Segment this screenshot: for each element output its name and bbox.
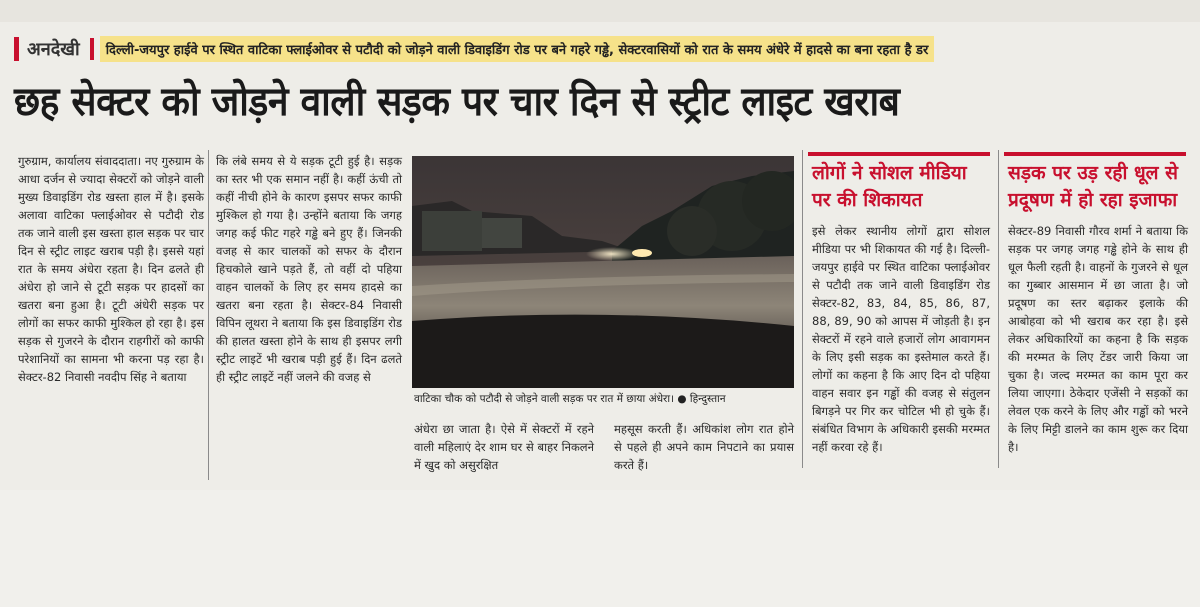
- sidebar-2-body: सेक्टर-89 निवासी गौरव शर्मा ने बताया कि सड़क पर जगह जगह गड्ढे होने के साथ ही धूल फैली रहती है। वाहनों के गुजरने से धूल का गुब्बार आसमान में छा जाता है। जो प्रदूषण का स्तर बढ़ाकर इलाके की आबोहवा को भी खराब कर रहा है। इसे लेकर अधिकारियों का कहना है कि सड़क की मरम्मत के लिए टेंडर जारी किया जा चुका है। जल्द मरम्मत का काम पूरा कर लिया जाएगा। ठेकेदार एजेंसी ने सड़कों का लेवल एक करने के लिए और गड्ढों को भरने के लिए मिट्टी डालने का काम शुरू कर दिया है।: [1008, 224, 1188, 454]
- photo-caption: वाटिका चौक को पटौदी से जोड़ने वाली सड़क पर रात में छाया अंधेरा। ● हिन्दुस्तान: [414, 393, 726, 405]
- sidebar-divider-1: [802, 150, 803, 468]
- column-divider: [208, 150, 209, 480]
- road-image: [412, 156, 794, 388]
- sidebar-1-body: इसे लेकर स्थानीय लोगों द्वारा सोशल मीडिया पर भी शिकायत की गई है। दिल्ली-जयपुर हाईवे पर स्थित वाटिका फ्लाईओवर से पटौदी तक जाने वाली डिवाइडिंग रोड सेक्टर-82, 83, 84, 85, 86, 87, 88, 89, 90 को आपस में जोड़ती है। इन सेक्टरों में रहने वाले हजारों लोग आवागमन के लिए इसी सड़क का इस्तेमाल करते हैं। लोगों का कहना है कि आए दिन दो पहिया वाहन सवार इन गड्ढों की वजह से संतुलन बिगड़ने पर गिर कर चोटिल भी हो चुके हैं। संबंधित विभाग के अधिकारी इसकी मरम्मत नहीं करवा रहे हैं।: [812, 224, 990, 454]
- sidebar-divider-2: [998, 150, 999, 468]
- sidebar-1-title: लोगों ने सोशल मीडिया पर की शिकायत: [812, 162, 967, 211]
- kicker-accent-bar-2: [90, 38, 94, 60]
- kicker-label: अनदेखी: [27, 39, 80, 60]
- article-column-3: अंधेरा छा जाता है। ऐसे में सेक्टरों में रहने वाली महिलाएं देर शाम घर से बाहर निकलने में खुद को असुरक्षित: [414, 422, 594, 472]
- kicker-accent-bar: [14, 37, 19, 61]
- kicker-text: दिल्ली-जयपुर हाईवे पर स्थित वाटिका फ्लाईओवर से पटौदी को जोड़ने वाली डिवाइडिंग रोड पर बने गहरे गड्ढे, सेक्टरवासियों को रात के समय अंधेरे में हादसे का बना रहता है डर: [100, 36, 935, 62]
- sidebar-2-top-rule: [1004, 152, 1186, 156]
- kicker: [14, 34, 934, 64]
- article-column-2: कि लंबे समय से ये सड़क टूटी हुई है। सड़क का स्तर भी एक समान नहीं है। कहीं ऊंची तो कहीं नीची होने के कारण इसपर सफर काफी मुश्किल हो गया है। उन्होंने बताया कि जगह जगह कई फीट गहरे गड्ढे बने हुए हैं। जिनकी वजह से कार चालकों को सफर के दौरान हिचकोले खाने पड़ते हैं, तो वहीं दो पहिया वाहन चालकों के लिए हर समय हादसे का खतरा बना रहता है। सेक्टर-84 निवासी विपिन लूथरा ने बताया कि इस डिवाइडिंग रोड की हालत खस्ता होने के साथ ही इसपर लगी स्ट्रीट लाइटें भी खराब पड़ी हुई हैं। दिन ढलते ही स्ट्रीट लाइटें नहीं जलने की वजह से: [216, 154, 402, 384]
- sidebar-1-top-rule: [808, 152, 990, 156]
- night-road-photo: [412, 156, 794, 388]
- headline: छह सेक्टर को जोड़ने वाली सड़क पर चार दिन से स्ट्रीट लाइट खराब: [14, 79, 900, 125]
- previous-article-strip: [0, 0, 1200, 22]
- sidebar-2-title: सड़क पर उड़ रही धूल से प्रदूषण में हो रहा इजाफा: [1008, 162, 1179, 211]
- article-column-4: महसूस करती हैं। अधिकांश लोग रात होने से पहले ही अपने काम निपटाने का प्रयास करते हैं।: [614, 422, 794, 472]
- article-column-1: गुरुग्राम, कार्यालय संवाददाता। नए गुरुग्राम के आधा दर्जन से ज्यादा सेक्टरों को जोड़ने वाली मुख्य डिवाइडिंग रोड खस्ता हाल में है। इसके अलावा वाटिका फ्लाईओवर से पटौदी रोड तक जाने वाली इस खस्ता हाल सड़क पर चार दिन से स्ट्रीट लाइट खराब पड़ी है। इससे यहां रात के समय अंधेरा रहता है। दिन ढलते ही अंधेरा हो जाने से टूटी सड़क पर हादसों का खतरा बना हुआ है। टूटी अंधेरी सड़क पर लोगों का सफर काफी मुश्किल हो रहा है। इस सड़क से गुजरने के दौरान राहगीरों को काफी परेशानियों का सामना भी करना पड़ रहा है। सेक्टर-82 निवासी नवदीप सिंह ने बताया: [18, 154, 204, 384]
